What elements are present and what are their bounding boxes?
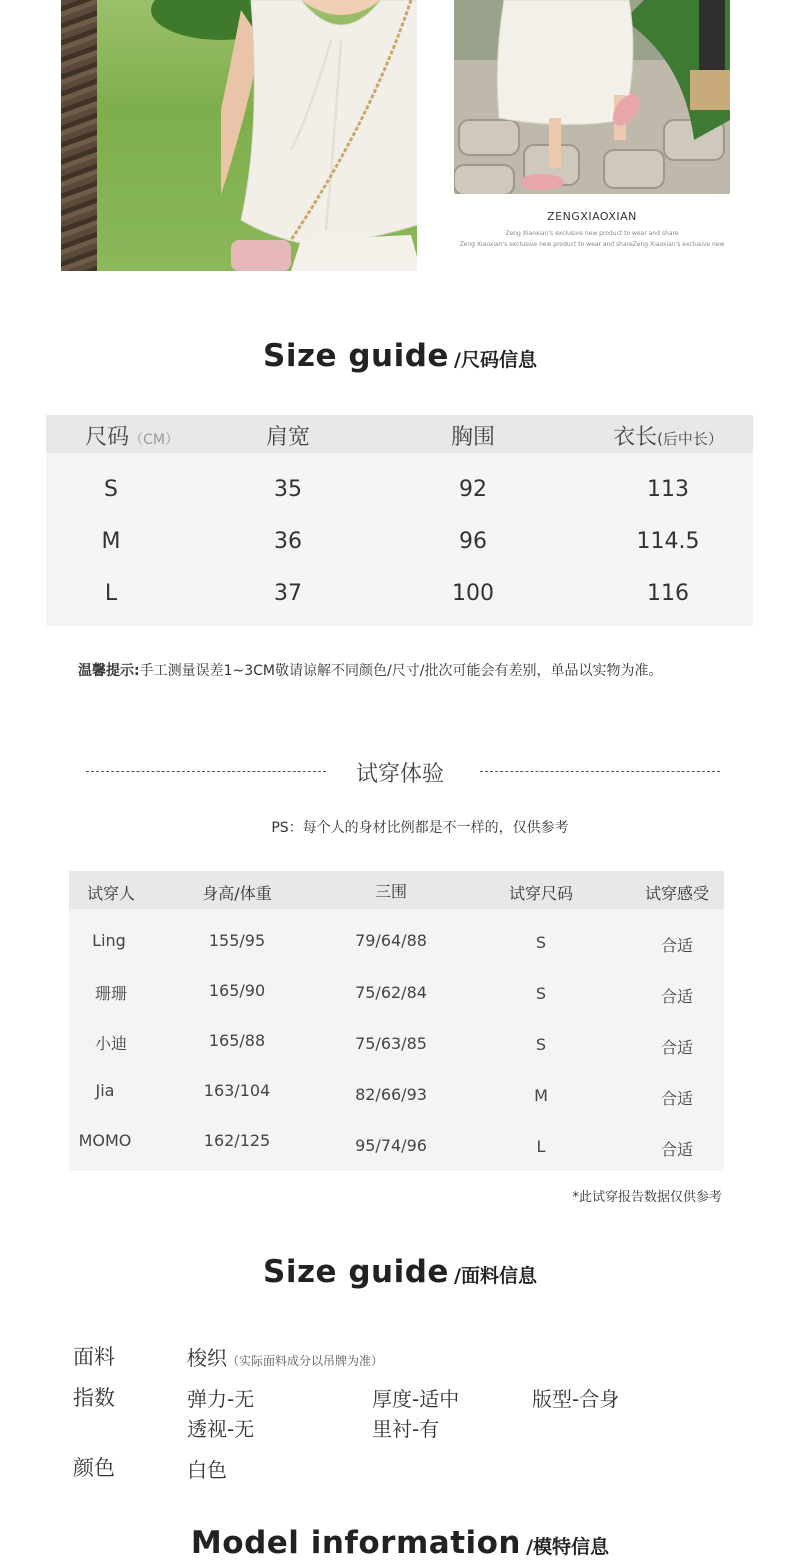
header-tryon-size: 试穿尺码: [508, 884, 574, 903]
photo-scene: [454, 0, 730, 194]
material-value-text: 梭织: [187, 1346, 227, 1370]
chest-cell: 92: [459, 477, 487, 502]
size-guide-title: [0, 338, 800, 374]
model-info-title-main: Model information: [190, 1525, 522, 1561]
size-note-label: 温馨提示:: [78, 663, 140, 679]
person-cell: 珊珊: [94, 984, 128, 1003]
brand-tagline-1: Zeng Xiaoxian's exclusive new product to wear and share: [505, 230, 679, 237]
size-note-text: 手工测量误差1~3CM敬请谅解不同颜色/尺寸/批次可能会有差别，单品以实物为准。: [139, 663, 663, 679]
measurements-cell: 75/62/84: [355, 983, 427, 1002]
color-label: 颜色: [73, 1456, 115, 1480]
size-guide-title-main: Size guide: [263, 338, 449, 374]
measurements-cell: 82/66/93: [355, 1085, 427, 1104]
size-cell: L: [536, 1137, 546, 1156]
size-cell: S: [535, 984, 547, 1003]
size-guide-title-sub: /尺码信息: [454, 349, 537, 371]
fit-value: 版型-合身: [532, 1387, 620, 1411]
tree-trunk: [61, 0, 97, 271]
header-size-label: 尺码: [85, 425, 130, 450]
shoulder-cell: 37: [274, 581, 302, 606]
model-info-title: [0, 1525, 800, 1561]
header-length-label: 衣长: [613, 425, 658, 450]
header-height-weight: 身高/体重: [202, 884, 272, 903]
model-info-title-sub: /模特信息: [526, 1536, 610, 1558]
shoulder-cell: 36: [274, 529, 302, 554]
header-chest: 胸围: [450, 425, 496, 450]
size-table-header: [46, 415, 753, 453]
header-shoulder: 肩宽: [265, 425, 311, 450]
fabric-title-main: Size guide: [263, 1254, 449, 1290]
length-cell: 116: [647, 581, 689, 606]
height-weight-cell: 155/95: [208, 931, 266, 950]
header-size-unit: （CM）: [129, 432, 179, 448]
person-cell: MOMO: [78, 1131, 132, 1150]
lining-value: 里衬-有: [372, 1417, 440, 1441]
length-cell: 113: [647, 477, 689, 502]
feel-cell: 合适: [660, 1140, 694, 1159]
brand-tagline-2: Zeng Xiaoxian's exclusive new product to wear and shareZeng Xiaoxian's exclusive new: [459, 241, 725, 248]
size-cell: S: [104, 477, 118, 502]
product-photo-left: [61, 0, 417, 271]
brand-name: ZENGXIAOXIAN: [547, 210, 637, 223]
size-cell: L: [104, 581, 118, 606]
size-cell: S: [535, 1035, 547, 1054]
size-cell: M: [101, 529, 121, 554]
tryon-table-header: [69, 871, 724, 909]
header-length-note: (后中长）: [657, 430, 723, 448]
measurements-cell: 79/64/88: [355, 931, 427, 950]
fabric-title-sub: /面料信息: [454, 1265, 537, 1287]
header-person: 试穿人: [86, 884, 136, 903]
person-cell: Ling: [92, 931, 126, 950]
feel-cell: 合适: [660, 1089, 694, 1108]
header-size: [85, 420, 179, 451]
height-weight-cell: 165/88: [208, 1031, 266, 1050]
feel-cell: 合适: [660, 936, 694, 955]
shoulder-cell: 35: [274, 477, 302, 502]
size-note: [78, 660, 662, 680]
tryon-title: 试穿体验: [355, 762, 444, 787]
size-cell: S: [535, 933, 547, 952]
height-weight-cell: 163/104: [203, 1081, 271, 1100]
size-cell: M: [534, 1086, 548, 1105]
length-cell: 114.5: [636, 529, 700, 554]
color-value: 白色: [187, 1458, 227, 1482]
header-feel: 试穿感受: [644, 884, 710, 903]
material-note: （实际面料成分以吊牌为准）: [227, 1354, 384, 1368]
stretch-value: 弹力-无: [187, 1387, 255, 1411]
person-cell: Jia: [95, 1081, 115, 1100]
header-measurements: 三围: [374, 882, 408, 901]
feel-cell: 合适: [660, 1038, 694, 1057]
person-cell: 小迪: [94, 1034, 128, 1053]
height-weight-cell: 165/90: [208, 981, 266, 1000]
transparency-value: 透视-无: [187, 1417, 255, 1441]
material-label: 面料: [73, 1345, 115, 1369]
feel-cell: 合适: [660, 987, 694, 1006]
product-photo-right: [454, 0, 730, 194]
tryon-ps: PS：每个人的身材比例都是不一样的，仅供参考: [271, 820, 569, 836]
tryon-note: *此试穿报告数据仅供参考: [572, 1190, 722, 1205]
index-label: 指数: [73, 1386, 115, 1410]
thickness-value: 厚度-适中: [372, 1387, 460, 1411]
chest-cell: 100: [452, 581, 494, 606]
chest-cell: 96: [459, 529, 487, 554]
measurements-cell: 75/63/85: [355, 1034, 427, 1053]
model-figure: [221, 0, 417, 271]
fabric-title: [0, 1254, 800, 1290]
material-value: [187, 1342, 383, 1371]
size-table: [46, 415, 753, 626]
tryon-table: [69, 871, 724, 1171]
measurements-cell: 95/74/96: [355, 1136, 427, 1155]
height-weight-cell: 162/125: [203, 1131, 271, 1150]
header-length: [613, 420, 723, 451]
